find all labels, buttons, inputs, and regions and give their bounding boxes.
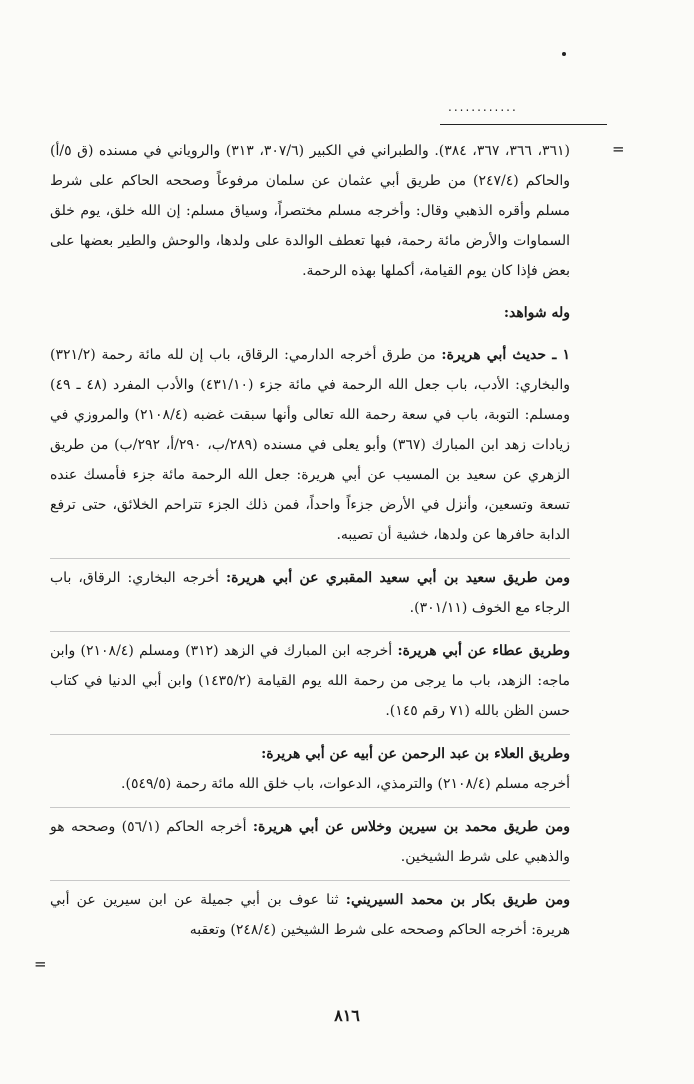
paragraph-lead: وطريق عطاء عن أبي هريرة:	[397, 643, 571, 659]
paragraph-text: أخرجه مسلم (٢١٠٨/٤) والترمذي، الدعوات، باب خلق الله مائة رحمة (٥٤٩/٥).	[121, 776, 570, 792]
corner-dot	[562, 52, 566, 56]
paragraph-lead: ومن طريق محمد بن سيرين وخلاس عن أبي هريرة:	[252, 819, 570, 835]
separator	[50, 880, 570, 881]
paragraph-text: أخرجه ابن المبارك في الزهد (٣١٢) ومسلم (٢١٠٨/٤) وابن ماجه: الزهد، باب ما يرجى من رحمة الله يوم القيامة (١٤٣٥/٢) وابن أبي الدنيا في كتاب حسن الظن بالله (٧١ رقم ١٤٥).	[50, 643, 570, 719]
paragraph-ibn-sirin	[50, 812, 570, 872]
paragraph-text: أخرجه البخاري: الرقاق، باب الرجاء مع الخوف (٣٠١/١١).	[50, 570, 570, 616]
paragraph-lead: ١ ـ حديث أبي هريرة:	[441, 347, 570, 363]
footnote-body	[50, 136, 570, 945]
paragraph-ala-text	[50, 769, 570, 799]
continuation-marker-top: =	[612, 140, 625, 158]
paragraph-abu-hurayra	[50, 340, 570, 550]
paragraph-text: أخرجه الحاكم (٥٦/١) وصححه هو والذهبي على شرط الشيخين.	[50, 819, 570, 865]
paragraph-lead: ومن طريق سعيد بن أبي سعيد المقبري عن أبي هريرة:	[226, 570, 570, 586]
paragraph-ata	[50, 636, 570, 726]
paragraph-ala	[50, 739, 570, 769]
separator	[50, 807, 570, 808]
page-number: ٨١٦	[334, 1006, 360, 1025]
separator	[50, 558, 570, 559]
separator	[50, 734, 570, 735]
section-heading: وله شواهد:	[503, 305, 570, 321]
separator	[50, 631, 570, 632]
paragraph-bakkar	[50, 885, 570, 945]
paragraph-shawahid-heading	[50, 298, 570, 328]
paragraph-maqburi	[50, 563, 570, 623]
paragraph-text: من طرق أخرجه الدارمي: الرقاق، باب إن لله مائة رحمة (٣٢١/٢) والبخاري: الأدب، باب جعل الله الرحمة في مائة جزء (٤٣١/١٠) والأدب المفرد (٤٨ ـ ٤٩) ومسلم: التوبة، باب في سعة رحمة الله تعالى وأنها سبقت غضبه (٢١٠٨/٤) والمروزي في زيادات زهد ابن المبارك (٣٦٧) وأبو يعلى في مسنده (٢٨٩/ب، ٢٩٠/أ، ٢٩٢/ب) من طريق الزهري عن سعيد بن المسيب عن أبي هريرة: جعل الله الرحمة مائة جزء فأمسك عنده تسعة وتسعين، وأنزل في الأرض جزءاً واحداً، فمن ذلك الجزء تتراحم الخلائق، حتى ترفع الدابة حافرها عن ولدها، خشية أن تصيبه.	[50, 347, 571, 543]
paragraph-text: ثنا عوف بن أبي جميلة عن ابن سيرين عن أبي هريرة: أخرجه الحاكم وصححه على شرط الشيخين (٢٤٨/٤) وتعقبه	[50, 892, 570, 938]
paragraph-text: (٣٦١، ٣٦٦، ٣٦٧، ٣٨٤). والطبراني في الكبير (٣٠٧/٦، ٣١٣) والروياني في مسنده (ق ٥/أ) والحاكم (٢٤٧/٤) من طريق أبي عثمان عن سلمان مرفوعاً وصححه الحاكم على شرط مسلم وأقره الذهبي وقال: وأخرجه مسلم مختصراً، وسياق مسلم: إن الله خلق، يوم خلق السماوات والأرض مائة رحمة، فبها تعطف الوالدة على ولدها، والوحش والطير بعضها على بعض فإذا كان يوم القيامة، أكملها بهذه الرحمة.	[50, 143, 570, 279]
paragraph-lead: وطريق العلاء بن عبد الرحمن عن أبيه عن أبي هريرة:	[261, 746, 570, 762]
footnote-rule	[440, 124, 607, 125]
paragraph-citations	[50, 136, 570, 286]
footnote-dots: ............	[448, 100, 518, 114]
paragraph-lead: ومن طريق بكار بن محمد السيريني:	[345, 892, 571, 908]
continuation-marker-bottom: =	[34, 955, 47, 973]
